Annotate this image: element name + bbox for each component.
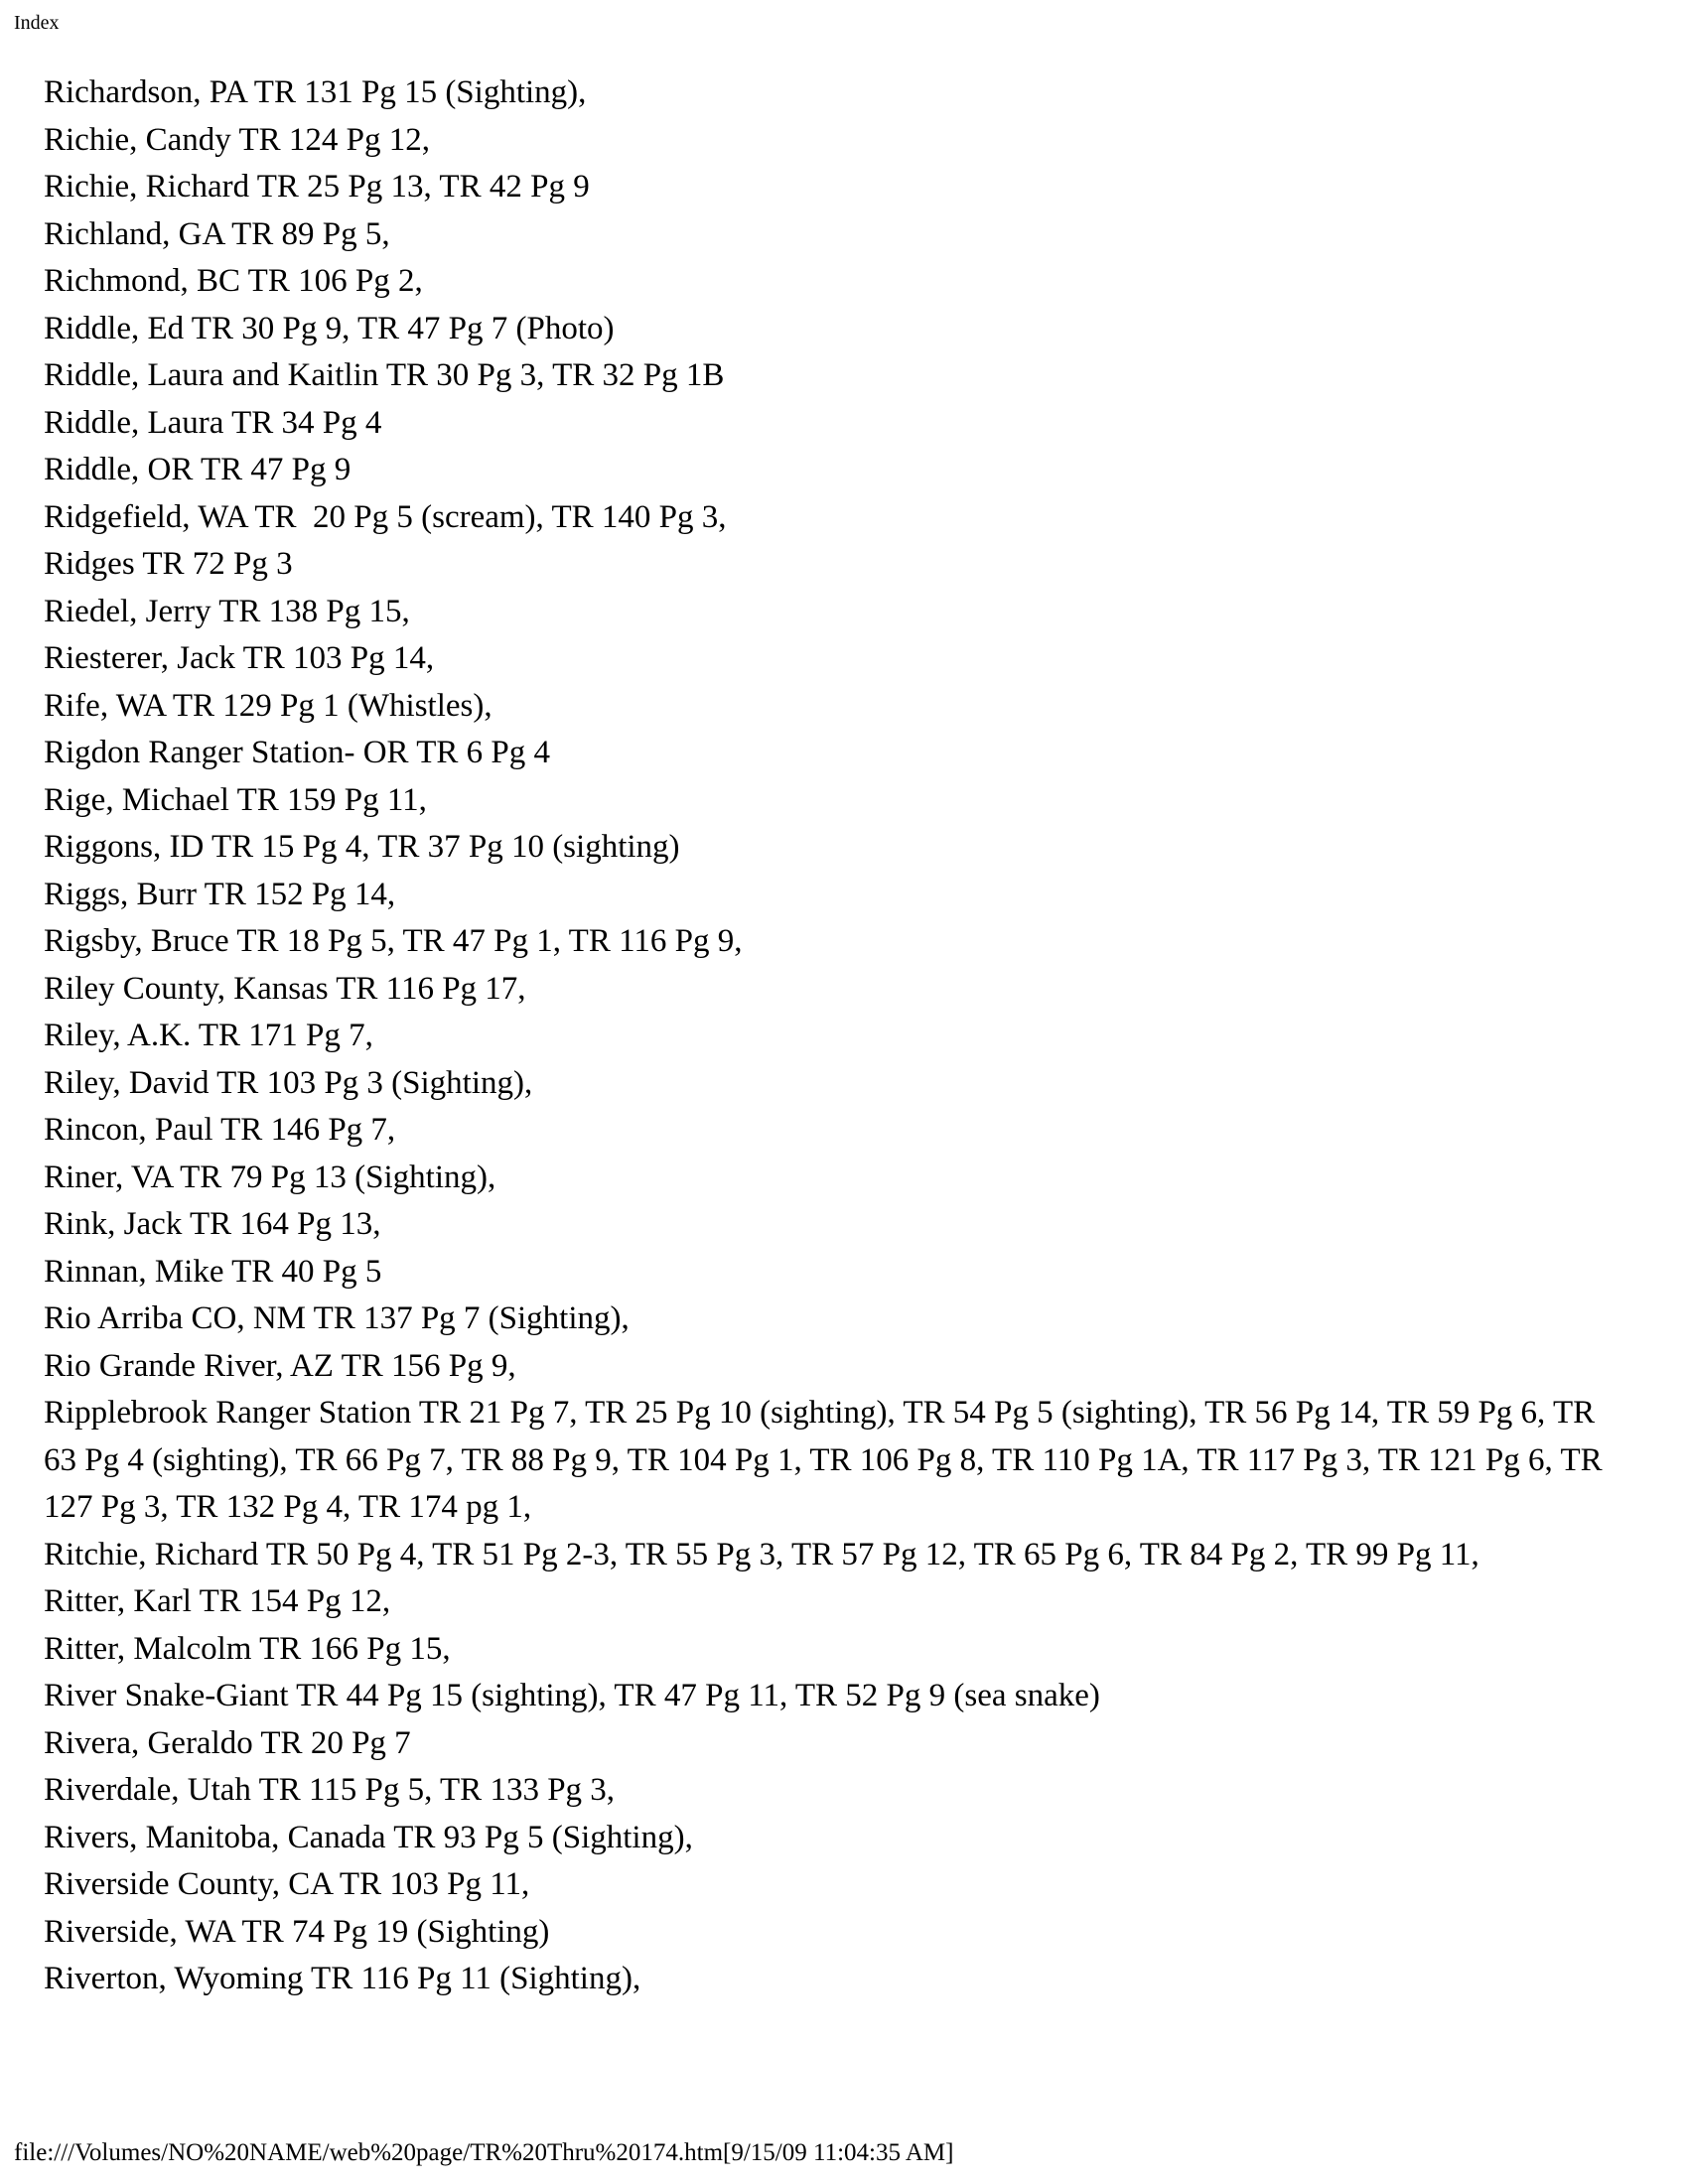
index-entry: Rife, WA TR 129 Pg 1 (Whistles), — [44, 687, 492, 724]
index-entry: Rigdon Ranger Station- OR TR 6 Pg 4 — [44, 735, 550, 770]
file-url-footer: file:///Volumes/NO%20NAME/web%20page/TR%20Thru%20174.htm[9/15/09 11:04:35 AM] — [14, 2139, 954, 2166]
index-entry: Riedel, Jerry TR 138 Pg 15, — [44, 593, 410, 629]
index-entry: Riverdale, Utah TR 115 Pg 5, TR 133 Pg 3, — [44, 1772, 616, 1808]
page-title: Index — [14, 12, 60, 34]
index-entry: Richardson, PA TR 131 Pg 15 (Sighting), — [44, 74, 587, 110]
index-entry: Richmond, BC TR 106 Pg 2, — [44, 263, 423, 299]
index-entry: Rigsby, Bruce TR 18 Pg 5, TR 47 Pg 1, TR 116 Pg 9, — [44, 923, 743, 959]
index-entry: Rincon, Paul TR 146 Pg 7, — [44, 1112, 396, 1148]
index-entry: Ridgefield, WA TR 20 Pg 5 (scream), TR 140 Pg 3, — [44, 498, 727, 535]
index-entry: Riverton, Wyoming TR 116 Pg 11 (Sighting), — [44, 1961, 641, 1996]
index-entry: Richie, Candy TR 124 Pg 12, — [44, 121, 430, 158]
index-entry: Ridges TR 72 Pg 3 — [44, 546, 293, 582]
index-entry: Riggs, Burr TR 152 Pg 14, — [44, 876, 396, 912]
index-entry: Richie, Richard TR 25 Pg 13, TR 42 Pg 9 — [44, 169, 590, 205]
index-entry: Riner, VA TR 79 Pg 13 (Sighting), — [44, 1159, 496, 1195]
index-entry: Riverside County, CA TR 103 Pg 11, — [44, 1866, 530, 1902]
index-entry: Riddle, Ed TR 30 Pg 9, TR 47 Pg 7 (Photo) — [44, 310, 615, 346]
index-entry: Richland, GA TR 89 Pg 5, — [44, 215, 390, 252]
index-entry: Riley, David TR 103 Pg 3 (Sighting), — [44, 1064, 533, 1101]
index-entry: Riesterer, Jack TR 103 Pg 14, — [44, 640, 435, 676]
index-entry: Riverside, WA TR 74 Pg 19 (Sighting) — [44, 1913, 550, 1950]
index-entry: Riggons, ID TR 15 Pg 4, TR 37 Pg 10 (sighting) — [44, 829, 680, 865]
index-entry: Riddle, Laura and Kaitlin TR 30 Pg 3, TR 32 Pg 1B — [44, 357, 725, 393]
index-entry: Ripplebrook Ranger Station TR 21 Pg 7, TR 25 Pg 10 (sighting), TR 54 Pg 5 (sighting), TR 56 Pg 14, TR 59 Pg 6, TR 63 Pg 4 (sighting), TR 66 Pg 7, TR 88 Pg 9, TR 104 Pg 1, TR 106 Pg 8, TR 110 Pg 1A, TR 117 Pg 3, TR 121 Pg 6, TR 127 Pg 3, TR 132 Pg 4, TR 174 pg 1, — [44, 1395, 1611, 1525]
index-entry: Ritchie, Richard TR 50 Pg 4, TR 51 Pg 2-3, TR 55 Pg 3, TR 57 Pg 12, TR 65 Pg 6, TR 84 Pg 2, TR 99 Pg 11, — [44, 1536, 1479, 1572]
index-entry: Rio Arriba CO, NM TR 137 Pg 7 (Sighting), — [44, 1300, 630, 1336]
index-entry: Rinnan, Mike TR 40 Pg 5 — [44, 1253, 382, 1290]
index-entry: Rige, Michael TR 159 Pg 11, — [44, 781, 427, 818]
index-entry: Riley County, Kansas TR 116 Pg 17, — [44, 970, 526, 1007]
index-entry: Riddle, Laura TR 34 Pg 4 — [44, 404, 382, 441]
index-entry: Ritter, Karl TR 154 Pg 12, — [44, 1583, 391, 1619]
index-entry: Rivera, Geraldo TR 20 Pg 7 — [44, 1724, 411, 1761]
index-entry: Riley, A.K. TR 171 Pg 7, — [44, 1018, 373, 1053]
index-entry-list — [44, 69, 1622, 2003]
index-entry: Rivers, Manitoba, Canada TR 93 Pg 5 (Sighting), — [44, 1819, 693, 1855]
index-entry: Rio Grande River, AZ TR 156 Pg 9, — [44, 1347, 516, 1384]
index-entry: Ritter, Malcolm TR 166 Pg 15, — [44, 1630, 451, 1667]
index-entry: River Snake-Giant TR 44 Pg 15 (sighting), TR 47 Pg 11, TR 52 Pg 9 (sea snake) — [44, 1678, 1100, 1713]
index-entry: Riddle, OR TR 47 Pg 9 — [44, 452, 352, 487]
index-entry: Rink, Jack TR 164 Pg 13, — [44, 1206, 381, 1242]
